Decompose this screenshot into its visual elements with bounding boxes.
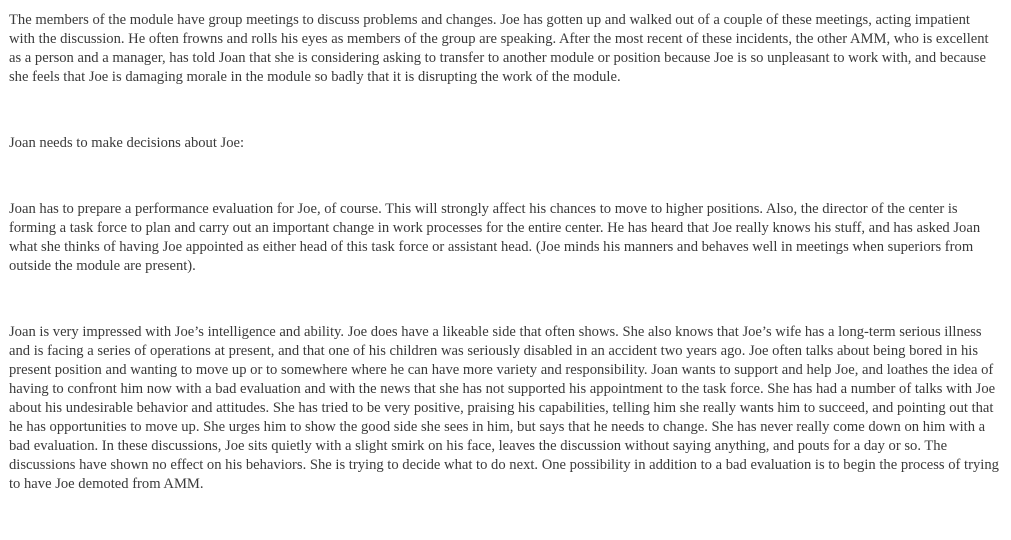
document-body [9,11,999,494]
paragraph-performance-evaluation: Joan has to prepare a performance evaluation for Joe, of course. This will strongly affect his chances to move to higher positions. Also, the director of the center is forming a task force to plan and carry out an important change in work processes for the entire center. He has heard that Joe really knows his stuff, and has asked Joan what she thinks of having Joe appointed as either head of this task force or assistant head. (Joe minds his manners and behaves well in meetings when superiors from outside the module are present). [9,201,981,274]
paragraph-module-meetings: The members of the module have group meetings to discuss problems and changes. Joe has gotten up and walked out of a couple of these meetings, acting impatient with the discussion. He often frowns and rolls his eyes as members of the group are speaking. After the most recent of these incidents, the other AMM, who is excellent as a person and a manager, has told Joan that she is considering asking to transfer to another module or position because Joe is so unpleasant to work with, and because she feels that Joe is damaging morale in the module so badly that it is disrupting the work of the module. [9,12,989,85]
paragraph-decisions-intro: Joan needs to make decisions about Joe: [9,135,245,151]
paragraph-joan-impressions: Joan is very impressed with Joe’s intelligence and ability. Joe does have a likeable side that often shows. She also knows that Joe’s wife has a long-term serious illness and is facing a series of operations at present, and that one of his children was seriously disabled in an accident two years ago. Joe often talks about being bored in his present position and wanting to move up or to somewhere where he can have more variety and responsibility. Joan wants to support and help Joe, and loathes the idea of having to confront him now with a bad evaluation and with the news that she has not supported his appointment to the task force. She has had a number of talks with Joe about his undesirable behavior and attitudes. She has tried to be very positive, praising his capabilities, telling him she really wants him to succeed, and pointing out that he has opportunities to move up. She urges him to show the good side she sees in him, but says that he needs to change. She has never really come down on him with a bad evaluation. In these discussions, Joe sits quietly with a slight smirk on his face, leaves the discussion without saying anything, and pouts for a day or so. The discussions have shown no effect on his behaviors. She is trying to decide what to do next. One possibility in addition to a bad evaluation is to begin the process of trying to have Joe demoted from AMM. [9,324,999,492]
